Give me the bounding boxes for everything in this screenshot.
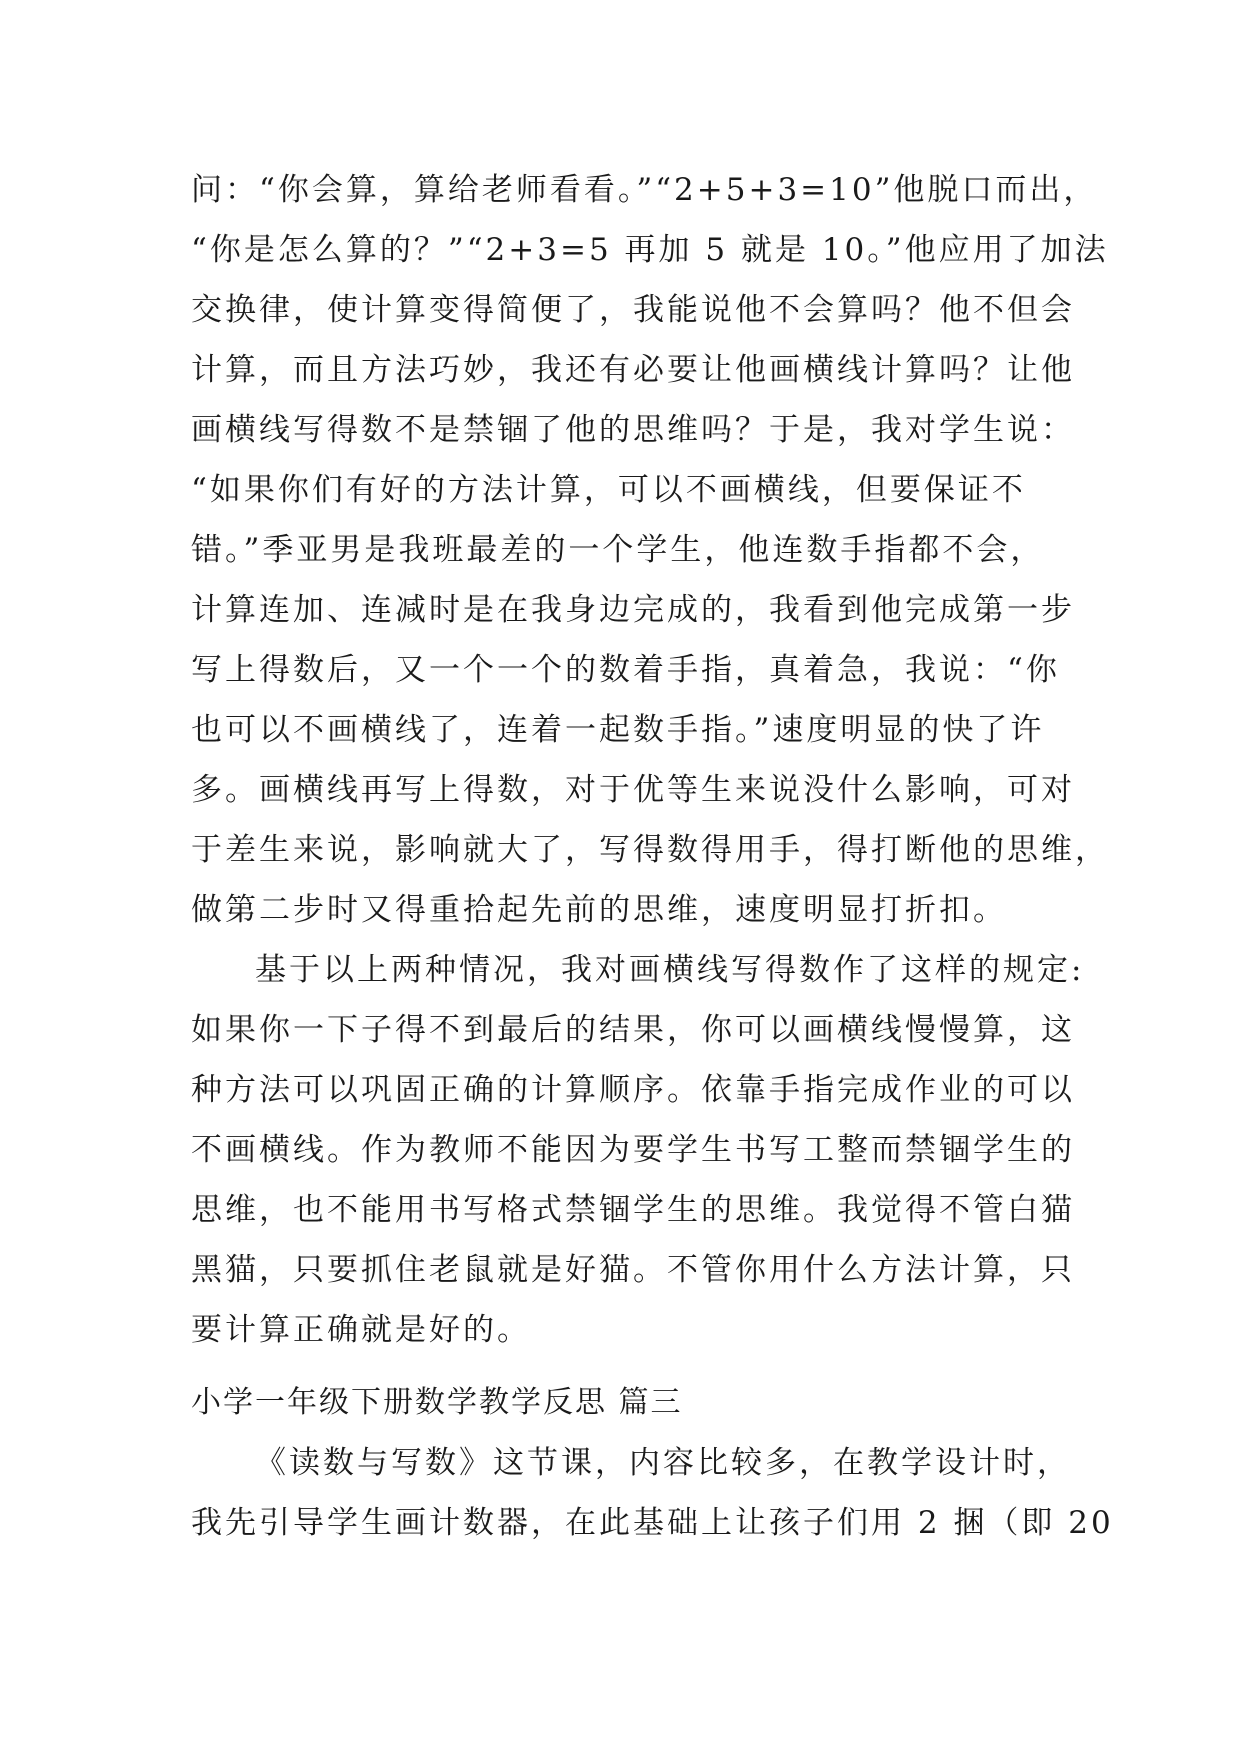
- text-line: 要计算正确就是好的。: [191, 1312, 531, 1348]
- text-line: 画横线写得数不是禁锢了他的思维吗？于是，我对学生说：: [191, 412, 1075, 448]
- text-line: 做第二步时又得重拾起先前的思维，速度明显打折扣。: [191, 892, 1007, 928]
- text-line: “如果你们有好的方法计算，可以不画横线，但要保证不: [191, 472, 1026, 508]
- text-line: 思维，也不能用书写格式禁锢学生的思维。我觉得不管白猫: [191, 1192, 1075, 1228]
- paragraph-block-2: [191, 1433, 1114, 1553]
- section-heading: 小学一年级下册数学教学反思 篇三: [191, 1385, 683, 1420]
- text-line: 黑猫，只要抓住老鼠就是好猫。不管你用什么方法计算，只: [191, 1252, 1075, 1288]
- text-line: 如果你一下子得不到最后的结果，你可以画横线慢慢算，这: [191, 1012, 1075, 1048]
- paragraph-block-1: [191, 160, 1109, 1360]
- text-line: 种方法可以巩固正确的计算顺序。依靠手指完成作业的可以: [191, 1072, 1075, 1108]
- text-line: “你是怎么算的？”“2+3=5 再加 5 就是 10。”他应用了加法: [191, 232, 1109, 268]
- text-line: 计算连加、连减时是在我身边完成的，我看到他完成第一步: [191, 592, 1075, 628]
- text-line: 于差生来说，影响就大了，写得数得用手，得打断他的思维，: [191, 832, 1109, 868]
- text-line: 错。”季亚男是我班最差的一个学生，他连数手指都不会，: [191, 532, 1045, 568]
- text-line: 计算，而且方法巧妙，我还有必要让他画横线计算吗？让他: [191, 352, 1075, 388]
- text-line: 不画横线。作为教师不能因为要学生书写工整而禁锢学生的: [191, 1132, 1075, 1168]
- text-line: 问：“你会算，算给老师看看。”“2+5+3=10”他脱口而出，: [191, 172, 1098, 208]
- paragraph-first-line: 《读数与写数》这节课，内容比较多，在教学设计时，: [255, 1445, 1071, 1481]
- text-line: 交换律，使计算变得简便了，我能说他不会算吗？他不但会: [191, 292, 1075, 328]
- text-line: 也可以不画横线了，连着一起数手指。”速度明显的快了许: [191, 712, 1045, 748]
- paragraph-first-line: 基于以上两种情况，我对画横线写得数作了这样的规定:: [255, 952, 1085, 988]
- text-line: 写上得数后，又一个一个的数着手指，真着急，我说：“你: [191, 652, 1060, 688]
- text-line: 我先引导学生画计数器，在此基础上让孩子们用 2 捆（即 20: [191, 1505, 1114, 1541]
- text-line: 多。画横线再写上得数，对于优等生来说没什么影响，可对: [191, 772, 1075, 808]
